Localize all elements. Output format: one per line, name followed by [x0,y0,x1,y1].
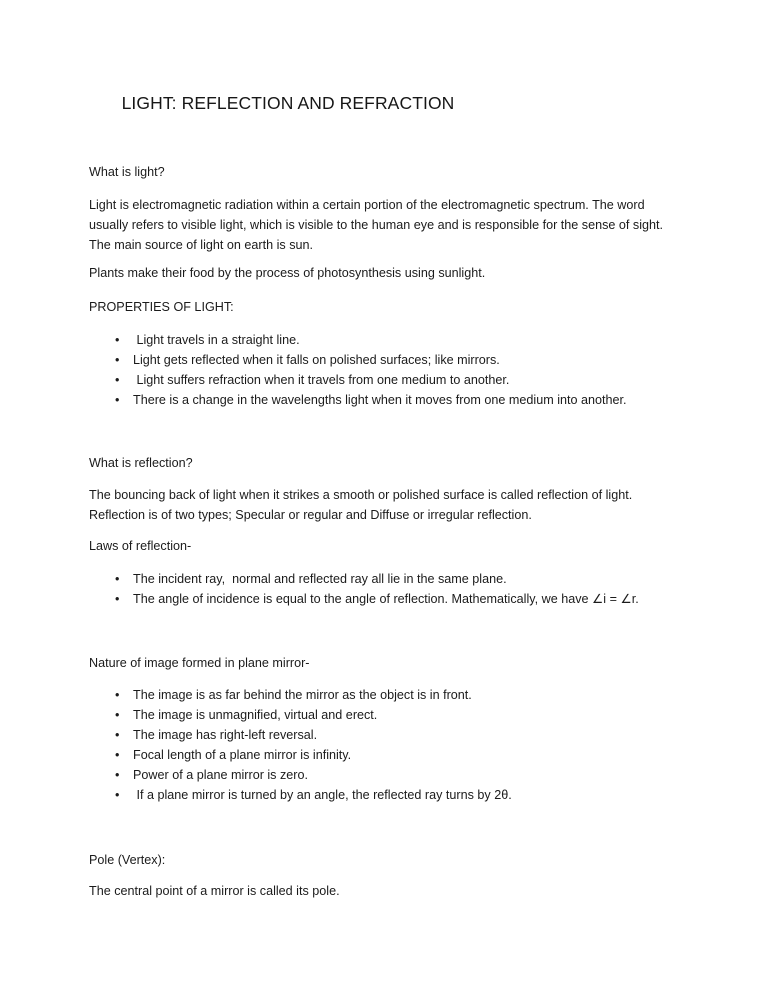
paragraph-reflection-definition: The bouncing back of light when it strikes a smooth or polished surface is called reflection of light. Reflection is of two types; Specular or regular and Diffuse or irregular reflection. [89,488,636,523]
list-item: • Focal length of a plane mirror is infinity. [89,745,669,765]
list-item: • Light suffers refraction when it travels from one medium to another. [89,370,669,390]
list-item: • The image is as far behind the mirror as the object is in front. [89,685,669,705]
list-plane-mirror-properties [89,685,669,806]
page-title: LIGHT: REFLECTION AND REFRACTION [121,93,455,113]
paragraph-pole-definition: The central point of a mirror is called its pole. [89,884,340,898]
heading-what-is-reflection: What is reflection? [89,456,193,470]
paragraph-light-definition: Light is electromagnetic radiation within a certain portion of the electromagnetic spectrum. The word usually refers to visible light, which is visible to the human eye and is responsible for the sense of sight. The main source of light on earth is sun. [89,198,667,253]
heading-what-is-light: What is light? [89,165,165,179]
list-item: • Light travels in a straight line. [89,330,669,350]
list-properties-of-light [89,330,669,410]
list-item: • The angle of incidence is equal to the angle of reflection. Mathematically, we have ∠i = ∠r. [89,589,669,609]
list-item: • Light gets reflected when it falls on polished surfaces; like mirrors. [89,350,669,370]
list-item: • There is a change in the wavelengths light when it moves from one medium into another. [89,390,669,410]
heading-plane-mirror-image: Nature of image formed in plane mirror- [89,656,310,670]
list-item: • If a plane mirror is turned by an angle, the reflected ray turns by 2θ. [89,785,669,805]
heading-properties-of-light: PROPERTIES OF LIGHT: [89,300,234,314]
list-laws-of-reflection [89,569,669,609]
list-item: • The incident ray, normal and reflected ray all lie in the same plane. [89,569,669,589]
heading-laws-of-reflection: Laws of reflection- [89,539,192,553]
list-item: • Power of a plane mirror is zero. [89,765,669,785]
list-item: • The image is unmagnified, virtual and erect. [89,705,669,725]
list-item: • The image has right-left reversal. [89,725,669,745]
paragraph-photosynthesis: Plants make their food by the process of photosynthesis using sunlight. [89,266,486,280]
heading-pole-vertex: Pole (Vertex): [89,853,166,867]
